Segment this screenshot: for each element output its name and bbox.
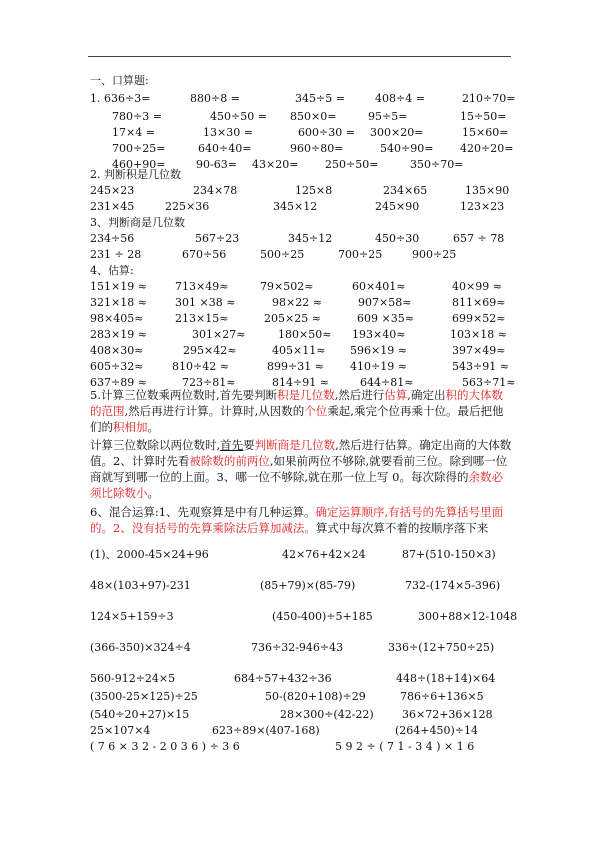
mixed-problem-item: 336÷(12+750÷25) — [388, 641, 495, 654]
mixed-problem-item: (76×32-2036)÷36 — [90, 740, 244, 753]
sec4-problem-item: 723÷81≈ — [182, 376, 236, 389]
sec1-problem-item: 960÷80= — [290, 142, 344, 155]
sec3-problem-item: 670÷56 — [182, 248, 227, 261]
sec3-problem-item: 657 ÷ 78 — [453, 232, 505, 245]
mixed-problem-item: 300+88×12-1048 — [418, 610, 518, 623]
sec1-problem-item: 15÷50= — [460, 110, 507, 123]
mixed-problem-item: 448÷(18+14)×64 — [396, 672, 496, 685]
sec4-problem-item: 811×69≈ — [452, 296, 506, 309]
sec1-problem-item: 780÷3 = — [112, 110, 162, 123]
sec1-problem-item: 640÷40= — [198, 142, 252, 155]
sec3-problem-item: 900÷25 — [412, 248, 457, 261]
sec1-problem-item: 95÷5= — [368, 110, 408, 123]
sec1-problem-item: 880÷8 = — [190, 92, 240, 105]
mixed-problem-item: 684÷57+432÷36 — [234, 672, 332, 685]
mixed-problem-item: (540÷20+27)×15 — [90, 708, 190, 721]
sec2-problem-item: 135×90 — [465, 184, 510, 197]
sec1-problem-item: 250÷50= — [325, 158, 379, 171]
sec4-problem-item: 814÷91 ≈ — [272, 376, 329, 389]
sec1-problem-item: 420÷20= — [460, 142, 514, 155]
sec2-problem-item: 125×8 — [295, 184, 333, 197]
mixed-problem-item: (85+79)×(85-79) — [260, 579, 356, 592]
sec2-problem-item: 123×23 — [460, 200, 505, 213]
sec1-problem-item: 43×20= — [252, 158, 299, 171]
sec4-problem-item: 899÷31 ≈ — [267, 360, 324, 373]
sec3-problem-item: 234÷56 — [90, 232, 135, 245]
sec4-problem-item: 60×401≈ — [352, 280, 406, 293]
sec4-problem-item: 40×99 ≈ — [452, 280, 502, 293]
sec1-problem-item: 600÷30 = — [298, 126, 355, 139]
mixed-problem-item: (450-400)÷5+185 — [272, 610, 373, 623]
sec4-problem-item: 810÷42 ≈ — [172, 360, 229, 373]
mixed-problem-item: 124×5+159÷3 — [90, 610, 174, 623]
mixed-problem-item: 87+(510-150×3) — [402, 548, 496, 561]
sec4-problem-item: 605÷32≈ — [90, 360, 144, 373]
mixed-problem-item: 36×72+36×128 — [402, 708, 493, 721]
rule-multiplication: 5.计算三位数乘两位数时,首先要判断积是几位数,然后进行估算,确定出积的大体数的范围,然后再进行计算。计算时,从因数的个位乘起,乘完个位再乘十位。最后把他们的积相加。 — [90, 388, 504, 434]
sec1-problem-item: 850×0= — [290, 110, 337, 123]
sec1-problem-item: 1. 636÷3= — [90, 92, 151, 105]
mixed-problem-item: (366-350)×324÷4 — [90, 641, 191, 654]
sec4-problem-item: 397×49≈ — [452, 344, 506, 357]
sec3-problem-item: 500÷25 — [260, 248, 305, 261]
sec3-problem-item: 345÷12 — [288, 232, 333, 245]
sec4-problem-item: 405×11≈ — [272, 344, 326, 357]
rule-mixed-operations: 6、混合运算:1、先观察算是中有几种运算。确定运算顺序,有括号的先算括号里面的。2、没有括号的先算乘除法后算加减法。算式中每次算不着的按顺序落下来 — [90, 505, 504, 535]
sec4-problem-item: 79×502≈ — [260, 280, 314, 293]
top-divider — [88, 56, 511, 57]
mixed-problem-item: (1)、2000-45×24+96 — [90, 548, 209, 561]
section2-title: 2. 判断积是几位数 — [90, 168, 181, 181]
sec4-problem-item: 103×18 ≈ — [450, 328, 507, 341]
sec1-problem-item: 300×20= — [370, 126, 424, 139]
sec4-problem-item: 408×30≈ — [90, 344, 144, 357]
section1-title: 一、口算题: — [90, 74, 149, 87]
sec4-problem-item: 213×15≈ — [175, 312, 229, 325]
sec1-problem-item: 15×60= — [462, 126, 509, 139]
mixed-problem-item: 736÷32-946÷43 — [251, 641, 344, 654]
sec4-problem-item: 283×19 ≈ — [90, 328, 147, 341]
mixed-problem-item: 50-(820+108)÷29 — [265, 690, 366, 703]
sec4-problem-item: 644÷81≈ — [360, 376, 414, 389]
sec2-problem-item: 345×12 — [273, 200, 318, 213]
mixed-problem-item: 25×107×4 — [90, 724, 151, 737]
sec1-problem-item: 210÷70= — [462, 92, 516, 105]
mixed-problem-item: 592÷(71-34)×16 — [335, 740, 478, 753]
sec4-problem-item: 98×22 ≈ — [272, 296, 322, 309]
sec4-problem-item: 301×27≈ — [192, 328, 246, 341]
mixed-problem-item: (264+450)÷14 — [395, 724, 479, 737]
sec1-problem-item: 13×30 = — [203, 126, 253, 139]
sec1-problem-item: 450÷50 = — [210, 110, 267, 123]
sec1-problem-item: 17×4 = — [112, 126, 155, 139]
sec1-problem-item: 700÷25= — [112, 142, 166, 155]
sec4-problem-item: 699×52≈ — [452, 312, 506, 325]
sec1-problem-item: 460+90= — [112, 158, 166, 171]
sec2-problem-item: 234×78 — [193, 184, 238, 197]
sec3-problem-item: 231 ÷ 28 — [90, 248, 142, 261]
sec4-problem-item: 609 ×35≈ — [357, 312, 414, 325]
mixed-problem-item: 28×300÷(42-22) — [280, 708, 374, 721]
sec4-problem-item: 713×49≈ — [175, 280, 229, 293]
sec4-problem-item: 321×18 ≈ — [90, 296, 147, 309]
sec4-problem-item: 543÷91 ≈ — [452, 360, 509, 373]
sec2-problem-item: 225×36 — [165, 200, 210, 213]
mixed-problem-item: 560-912÷24×5 — [90, 672, 176, 685]
section3-title: 3、判断商是几位数 — [90, 216, 185, 229]
sec4-problem-item: 205×25 ≈ — [264, 312, 321, 325]
sec3-problem-item: 450÷30 — [375, 232, 420, 245]
rule-division: 计算三位数除以两位数时,首先要判断商是几位数,然后进行估算。确定出商的大体数值。2、计算时先看被除数的前两位,如果前两位不够除,就要看前三位。除到哪一位商就写到哪一位的上面。3、哪一位不够除,就在那一位上写 0。每次除得的余数必须比除数小。 — [90, 438, 512, 500]
sec4-problem-item: 410÷19 ≈ — [350, 360, 407, 373]
sec4-problem-item: 98×405≈ — [90, 312, 144, 325]
sec2-problem-item: 245×23 — [90, 184, 135, 197]
sec1-problem-item: 408÷4 = — [375, 92, 425, 105]
mixed-problem-item: 42×76+42×24 — [282, 548, 366, 561]
mixed-problem-item: (3500-25×125)÷25 — [90, 690, 198, 703]
sec1-problem-item: 345÷5 = — [295, 92, 345, 105]
sec3-problem-item: 567÷23 — [195, 232, 240, 245]
sec4-problem-item: 301 ×38 ≈ — [175, 296, 236, 309]
mixed-problem-item: 623÷89×(407-168) — [212, 724, 320, 737]
sec4-problem-item: 563÷71≈ — [462, 376, 516, 389]
sec2-problem-item: 231×45 — [90, 200, 135, 213]
sec1-problem-item: 540÷90= — [380, 142, 434, 155]
sec4-problem-item: 151×19 ≈ — [90, 280, 147, 293]
sec4-problem-item: 596×19 ≈ — [350, 344, 407, 357]
sec4-problem-item: 180×50≈ — [278, 328, 332, 341]
mixed-problem-item: 48×(103+97)-231 — [90, 579, 191, 592]
sec4-problem-item: 907×58≈ — [358, 296, 412, 309]
sec2-problem-item: 234×65 — [383, 184, 428, 197]
mixed-problem-item: 786÷6+136×5 — [400, 690, 484, 703]
sec4-problem-item: 637÷89 ≈ — [90, 376, 147, 389]
sec4-problem-item: 295×42≈ — [183, 344, 237, 357]
sec1-problem-item: 90-63= — [196, 158, 237, 171]
sec1-problem-item: 350÷70= — [410, 158, 464, 171]
section4-title: 4、估算: — [90, 264, 134, 277]
sec2-problem-item: 245×90 — [375, 200, 420, 213]
sec3-problem-item: 700÷25 — [338, 248, 383, 261]
mixed-problem-item: 732-(174×5-396) — [405, 579, 501, 592]
sec4-problem-item: 193×40≈ — [352, 328, 406, 341]
